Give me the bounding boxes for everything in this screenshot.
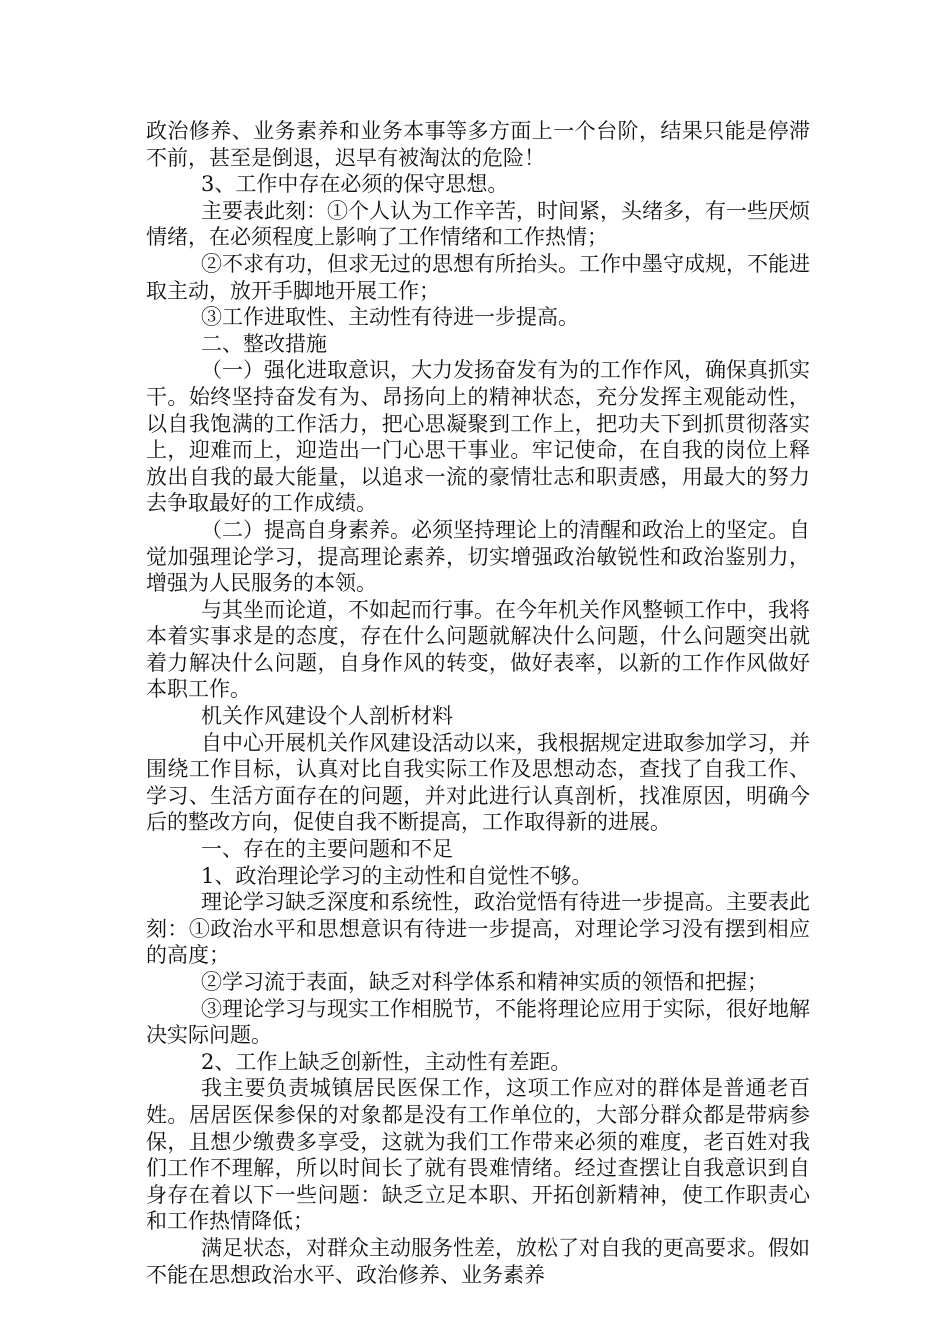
paragraph: 1、政治理论学习的主动性和自觉性不够。	[201, 863, 593, 888]
section-heading: 二、整改措施	[201, 331, 328, 356]
paragraph: 我主要负责城镇居民医保工作，这项工作应对的群体是普通老百姓。居居医保参保的对象都是没有工作单位的，大部分群众都是带病参保，且想少缴费多享受，这就为我们工作带来必须的难度，老百姓对我们工作不理解，所以时间长了就有畏难情绪。经过查摆让自我意识到自身存在着以下一些问题：缺乏立足本职、开拓创新精神，使工作职责心和工作热情降低；	[146, 1076, 810, 1234]
paragraph: 3、工作中存在必须的保守思想。	[201, 172, 509, 197]
paragraph: ②学习流于表面，缺乏对科学体系和精神实质的领悟和把握；	[201, 970, 769, 994]
paragraph: ③工作进取性、主动性有待进一步提高。	[201, 305, 580, 330]
paragraph: 政治修养、业务素养和业务本事等多方面上一个台阶，结果只能是停滞不前，甚至是倒退，迟早有被淘汰的危险！	[146, 119, 810, 170]
paragraph: 理论学习缺乏深度和系统性，政治觉悟有待进一步提高。主要表此刻：①政治水平和思想意识有待进一步提高，对理论学习没有摆到相应的高度；	[146, 890, 811, 968]
paragraph: （二）提高自身素养。必须坚持理论上的清醒和政治上的坚定。自觉加强理论学习，提高理论素养，切实增强政治敏锐性和政治鉴别力，增强为人民服务的本领。	[146, 517, 811, 596]
document-title: 机关作风建设个人剖析材料	[201, 704, 454, 729]
paragraph: 满足状态，对群众主动服务性差，放松了对自我的更高要求。假如不能在思想政治水平、政治修养、业务素养	[146, 1235, 811, 1287]
section-heading: 一、存在的主要问题和不足	[201, 837, 454, 862]
paragraph: 主要表此刻：①个人认为工作辛苦，时间紧，头绪多，有一些厌烦情绪，在必须程度上影响了工作情绪和工作热情；	[146, 198, 811, 250]
paragraph: 与其坐而论道，不如起而行事。在今年机关作风整顿工作中，我将本着实事求是的态度，存在什么问题就解决什么问题，什么问题突出就着力解决什么问题，自身作风的转变，做好表率，以新的工作作风做好本职工作。	[146, 597, 811, 702]
paragraph: 2、工作上缺乏创新性，主动性有差距。	[201, 1049, 572, 1074]
paragraph: （一）强化进取意识，大力发扬奋发有为的工作作风，确保真抓实干。始终坚持奋发有为、昂扬向上的精神状态，充分发挥主观能动性，以自我饱满的工作活力，把心思凝聚到工作上，把功夫下到抓贯彻落实上，迎难而上，迎造出一门心思干事业。牢记使命，在自我的岗位上释放出自我的最大能量，以追求一流的豪情壮志和职责感，用最大的努力去争取最好的工作成绩。	[146, 358, 811, 516]
paragraph: 自中心开展机关作风建设活动以来，我根据规定进取参加学习，并围绕工作目标，认真对比自我实际工作及思想动态，查找了自我工作、学习、生活方面存在的问题，并对此进行认真剖析，找准原因，明确今后的整改方向，促使自我不断提高，工作取得新的进展。	[146, 730, 811, 835]
paragraph: ②不求有功，但求无过的思想有所抬头。工作中墨守成规，不能进取主动，放开手脚地开展工作；	[146, 251, 811, 303]
paragraph: ③理论学习与现实工作相脱节，不能将理论应用于实际，很好地解决实际问题。	[146, 996, 811, 1048]
document-page	[146, 118, 810, 1288]
